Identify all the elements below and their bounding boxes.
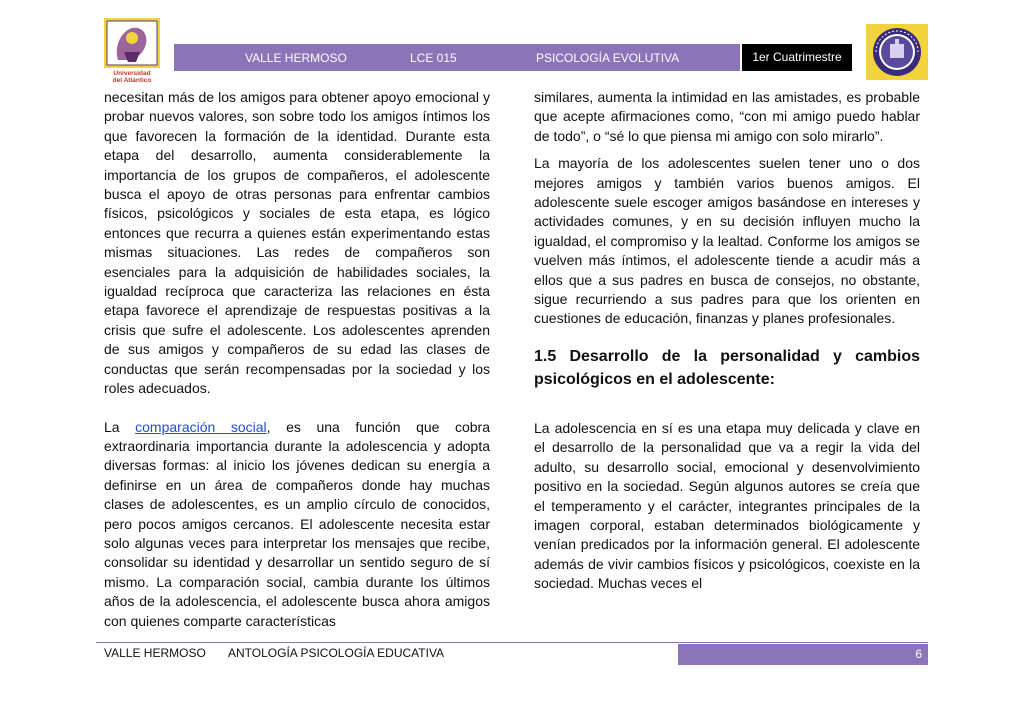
left-column xyxy=(104,88,490,631)
right-column xyxy=(534,88,920,594)
header-term: 1er Cuatrimestre xyxy=(742,44,852,71)
right-paragraph-2: La mayoría de los adolescentes suelen tener uno o dos mejores amigos y también varios buenos amigos. El adolescente suele escoger amigos basándose en intereses y actividades comunes, y en su decisión influyen mucho la igualdad, el compromiso y la lealtad. Conforme los amigos se vuelven más íntimos, el adolescente tiende a acudir más a ellos que a sus padres en busca de consejos, no obstante, sigue recurriendo a sus padres para que los orienten en cuestiones de educación, finanzas y planes profesionales. xyxy=(534,155,920,327)
page-number: 6 xyxy=(915,647,922,661)
left-paragraph-2-rest: , es una función que cobra extraordinaria importancia durante la adolescencia y adopta diversas formas: al inicio los jóvenes dedican su energía a definirse en un área de compañeros donde hay muchas clases de adolescentes, es un amplio círculo de conocidos, pero pocos amigos cercanos. El adolescente necesita estar solo algunas veces para interpretar los mensajes que recibe, consolidar su identidad y desarrollar un sentido seguro de sí mismo. La comparación social, cambia durante los últimos años de la adolescencia, el adolescente busca ahora amigos con quienes comparte características xyxy=(104,418,490,629)
comparacion-social-link[interactable]: comparación social xyxy=(135,418,267,435)
header-bar xyxy=(174,44,740,71)
header-code: LCE 015 xyxy=(410,51,457,65)
footer-title: ANTOLOGÍA PSICOLOGÍA EDUCATIVA xyxy=(228,646,445,660)
left-paragraph-2-start: La xyxy=(104,418,136,435)
header-subject: PSICOLOGÍA EVOLUTIVA xyxy=(536,51,680,65)
university-seal-right xyxy=(866,24,928,80)
header-place: VALLE HERMOSO xyxy=(245,51,347,65)
university-logo-left xyxy=(104,18,160,84)
left-paragraph-2 xyxy=(104,418,490,631)
left-paragraph-1: necesitan más de los amigos para obtener apoyo emocional y probar nuevos valores, son sobre todo los amigos íntimos los que favorecen la formación de la identidad. Durante esta etapa del desarrollo, aumenta considerablemente la importancia de los grupos de compañeros, el adolescente busca el apoyo de otras personas para enfrentar cambios físicos, psicológicos y sociales de esta etapa, es lógico entonces que recurra a quienes están experimentando estas mismas situaciones. Las redes de compañeros son esenciales para la adquisición de habilidades sociales, la igualdad recíproca que caracteriza las relaciones en ésta etapa favorece el aprendizaje de respuestas positivas a la crisis que sufre el adolescente. Los adolescentes aprenden de sus amigos y compañeros de su edad las clases de conductas que serán recompensadas por la sociedad y los roles adecuados. xyxy=(104,89,490,397)
right-paragraph-1: similares, aumenta la intimidad en las amistades, es probable que acepte afirmaciones como, “con mi amigo puedo hablar de todo”, o “sé lo que piensa mi amigo con solo mirarlo”. xyxy=(534,89,920,144)
svg-text:del Atlántico: del Atlántico xyxy=(112,77,152,84)
footer-divider xyxy=(96,642,928,643)
section-heading: 1.5 Desarrollo de la personalidad y cambios psicológicos en el adolescente: xyxy=(534,347,920,388)
footer-place: VALLE HERMOSO xyxy=(104,646,206,660)
footer-page-box xyxy=(678,644,928,665)
svg-text:Universidad: Universidad xyxy=(113,70,151,77)
right-paragraph-3: La adolescencia en sí es una etapa muy delicada y clave en el desarrollo de la personalidad que va a regir la vida del adulto, su desarrollo social, emocional y desenvolvimiento positivo en la sociedad. Según algunos autores se creía que el temperamento y el carácter, integrantes principales de la imagen corporal, estaban determinados biológicamente y venían predicados por la información general. El adolescente además de vivir cambios físicos y psicológicos, coexiste en la sociedad. Muchas veces el xyxy=(534,419,920,592)
